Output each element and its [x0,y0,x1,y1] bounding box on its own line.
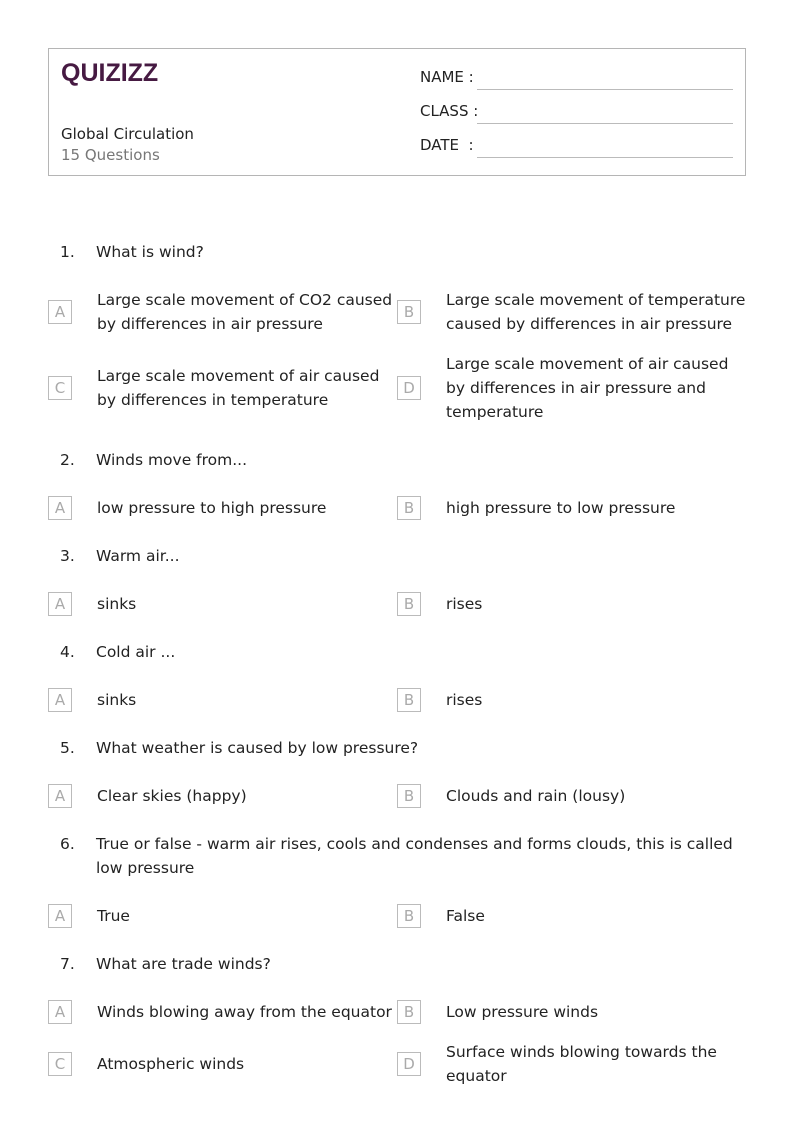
question-count: 15 Questions [61,146,160,164]
worksheet-title: Global Circulation [61,125,194,143]
option-row [48,904,748,928]
option-text: Large scale movement of air caused by differences in temperature [97,367,380,409]
option-b[interactable] [397,496,746,520]
option-text: Large scale movement of temperature caused by differences in air pressure [446,291,746,333]
question-number: 6. [60,835,75,853]
question-text: What weather is caused by low pressure? [96,739,419,757]
option-text: Large scale movement of CO2 caused by differences in air pressure [97,291,393,333]
question-text: Warm air... [96,547,180,565]
question [48,832,748,880]
question-number: 7. [60,955,75,973]
question [48,240,748,264]
option-letter-box: A [48,300,72,324]
option-letter-box: D [397,376,421,400]
option-text: Low pressure winds [446,1003,599,1021]
option-c[interactable] [48,364,397,412]
option-letter-box: A [48,904,72,928]
question-text: What is wind? [96,243,204,261]
question-number: 1. [60,243,75,261]
option-letter-box: B [397,592,421,616]
option-letter-box: B [397,1000,421,1024]
option-letter-box: D [397,1052,421,1076]
option-letter-box: B [397,784,421,808]
class-field[interactable] [477,123,733,124]
question-text: Cold air ... [96,643,176,661]
question-list [48,240,748,1112]
option-letter-box: A [48,496,72,520]
option-text: low pressure to high pressure [97,499,327,517]
option-letter-box: B [397,496,421,520]
question-number: 4. [60,643,75,661]
option-a[interactable] [48,688,397,712]
option-text: Clouds and rain (lousy) [446,787,626,805]
date-label: DATE : [420,136,474,154]
option-letter-box: A [48,592,72,616]
option-b[interactable] [397,592,746,616]
option-text: Clear skies (happy) [97,787,247,805]
option-row [48,496,748,520]
option-row [48,288,748,336]
question [48,640,748,664]
question-text: What are trade winds? [96,955,271,973]
question [48,952,748,976]
option-text: Atmospheric winds [97,1055,245,1073]
worksheet-header [48,48,746,176]
option-letter-box: B [397,300,421,324]
quizizz-logo: QUIZIZZ [61,59,159,87]
option-b[interactable] [397,1000,746,1024]
option-a[interactable] [48,496,397,520]
option-text: high pressure to low pressure [446,499,676,517]
option-row [48,784,748,808]
option-text: False [446,907,485,925]
question [48,448,748,472]
option-text: rises [446,595,483,613]
question-number: 3. [60,547,75,565]
option-row [48,592,748,616]
option-row [48,352,748,424]
option-d[interactable] [397,352,746,424]
name-label: NAME : [420,68,474,86]
option-letter-box: C [48,376,72,400]
option-text: True [97,907,130,925]
option-text: sinks [97,691,137,709]
question-number: 5. [60,739,75,757]
question [48,736,748,760]
option-b[interactable] [397,904,746,928]
option-b[interactable] [397,688,746,712]
option-b[interactable] [397,288,746,336]
option-text: Surface winds blowing towards the equator [446,1043,717,1085]
option-text: rises [446,691,483,709]
option-letter-box: A [48,784,72,808]
option-a[interactable] [48,1000,397,1024]
option-text: Large scale movement of air caused by differences in air pressure and temperature [446,355,729,421]
option-row [48,688,748,712]
option-row [48,1000,748,1024]
option-a[interactable] [48,784,397,808]
option-letter-box: A [48,688,72,712]
option-b[interactable] [397,784,746,808]
option-text: Winds blowing away from the equator [97,1003,392,1021]
option-c[interactable] [48,1052,397,1076]
option-letter-box: C [48,1052,72,1076]
class-label: CLASS : [420,102,479,120]
option-a[interactable] [48,904,397,928]
option-row [48,1040,748,1088]
question [48,544,748,568]
option-a[interactable] [48,592,397,616]
option-a[interactable] [48,288,397,336]
question-text: True or false - warm air rises, cools and condenses and forms clouds, this is called low pressure [96,835,733,877]
question-text: Winds move from... [96,451,248,469]
name-field[interactable] [477,89,733,90]
option-letter-box: B [397,904,421,928]
date-field[interactable] [477,157,733,158]
option-letter-box: B [397,688,421,712]
question-number: 2. [60,451,75,469]
option-text: sinks [97,595,137,613]
option-letter-box: A [48,1000,72,1024]
option-d[interactable] [397,1040,746,1088]
